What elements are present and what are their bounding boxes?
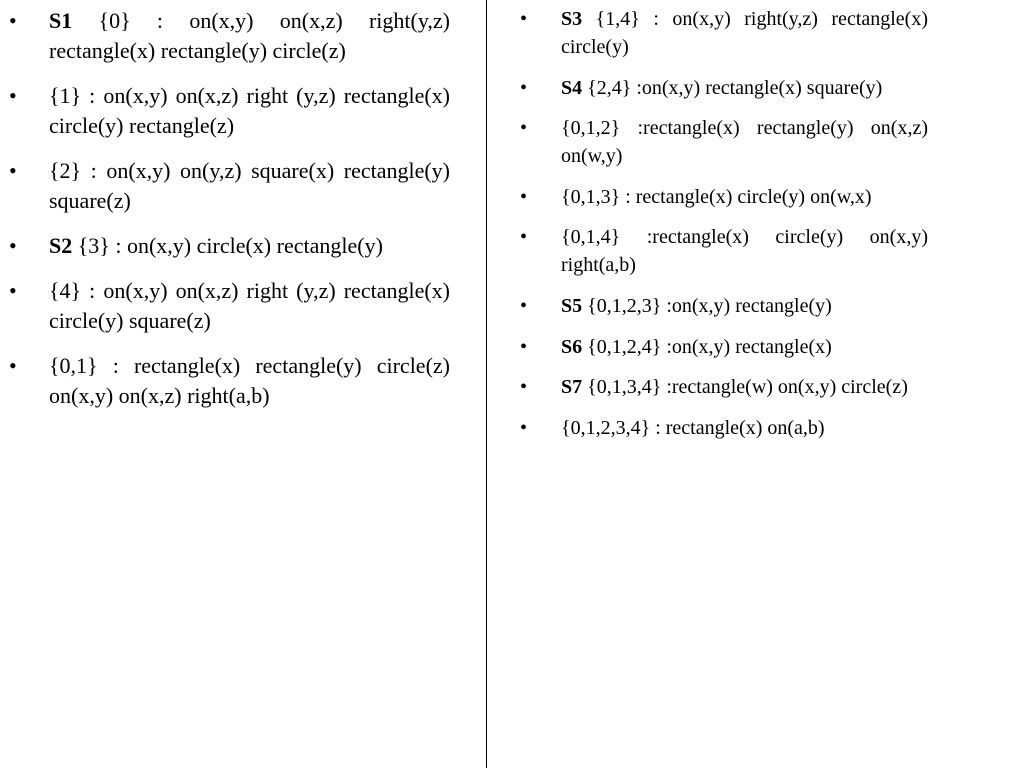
set-tag: S6: [561, 335, 583, 358]
list-item: [520, 373, 928, 401]
bullet-icon: •: [520, 226, 528, 249]
right-column-list: [520, 5, 928, 454]
item-text: {0,1,2,3} :on(x,y) rectangle(y): [587, 294, 832, 317]
bullet-icon: •: [9, 233, 17, 258]
list-item: [520, 74, 928, 102]
item-text: {0,1,2,4} :on(x,y) rectangle(x): [587, 335, 832, 358]
bullet-icon: •: [9, 158, 17, 183]
item-text: {0,1,3,4} :rectangle(w) on(x,y) circle(z): [587, 376, 908, 399]
list-item: [520, 114, 928, 170]
list-item: [0, 276, 450, 336]
set-tag: S3: [561, 8, 583, 30]
bullet-icon: •: [520, 335, 528, 358]
column-divider: [486, 0, 487, 768]
set-tag: S7: [561, 376, 583, 399]
item-text: {0,1,2} :rectangle(x) rectangle(y) on(x,z) on(w,y): [561, 117, 928, 168]
item-text: {0} : on(x,y) on(x,z) right(y,z) rectangle(x) rectangle(y) circle(z): [49, 8, 450, 63]
item-text: {2} : on(x,y) on(y,z) square(x) rectangle(y) square(z): [49, 158, 450, 213]
list-item: [520, 5, 928, 61]
item-text: {0,1,4} :rectangle(x) circle(y) on(x,y) right(a,b): [561, 226, 928, 277]
bullet-icon: •: [520, 416, 528, 439]
item-text: {0,1,2,3,4} : rectangle(x) on(a,b): [561, 416, 825, 439]
bullet-icon: •: [520, 8, 528, 30]
item-text: {2,4} :on(x,y) rectangle(x) square(y): [587, 76, 883, 99]
list-item: [520, 414, 928, 442]
bullet-icon: •: [520, 294, 528, 317]
list-item: [520, 183, 928, 211]
set-tag: S2: [49, 233, 73, 258]
left-column-list: [0, 6, 450, 426]
item-text: {1,4} : on(x,y) right(y,z) rectangle(x) circle(y): [561, 8, 929, 58]
bullet-icon: •: [520, 76, 528, 99]
set-tag: S5: [561, 294, 583, 317]
item-text: {4} : on(x,y) on(x,z) right (y,z) rectangle(x) circle(y) square(z): [49, 278, 450, 333]
bullet-icon: •: [9, 83, 17, 108]
bullet-icon: •: [9, 278, 17, 303]
list-item: [0, 231, 450, 261]
item-text: {0,1,3} : rectangle(x) circle(y) on(w,x): [561, 185, 872, 208]
bullet-icon: •: [9, 353, 17, 378]
list-item: [520, 292, 928, 320]
set-tag: S1: [49, 8, 73, 33]
bullet-icon: •: [520, 185, 528, 208]
list-item: [520, 333, 928, 361]
list-item: [0, 81, 450, 141]
item-text: {1} : on(x,y) on(x,z) right (y,z) rectangle(x) circle(y) rectangle(z): [49, 83, 450, 138]
item-text: {3} : on(x,y) circle(x) rectangle(y): [77, 233, 383, 258]
bullet-icon: •: [520, 376, 528, 399]
list-item: [0, 351, 450, 411]
list-item: [520, 223, 928, 279]
item-text: {0,1} : rectangle(x) rectangle(y) circle(z) on(x,y) on(x,z) right(a,b): [49, 353, 450, 408]
list-item: [0, 6, 450, 66]
list-item: [0, 156, 450, 216]
set-tag: S4: [561, 76, 583, 99]
bullet-icon: •: [520, 117, 528, 140]
bullet-icon: •: [9, 8, 17, 33]
